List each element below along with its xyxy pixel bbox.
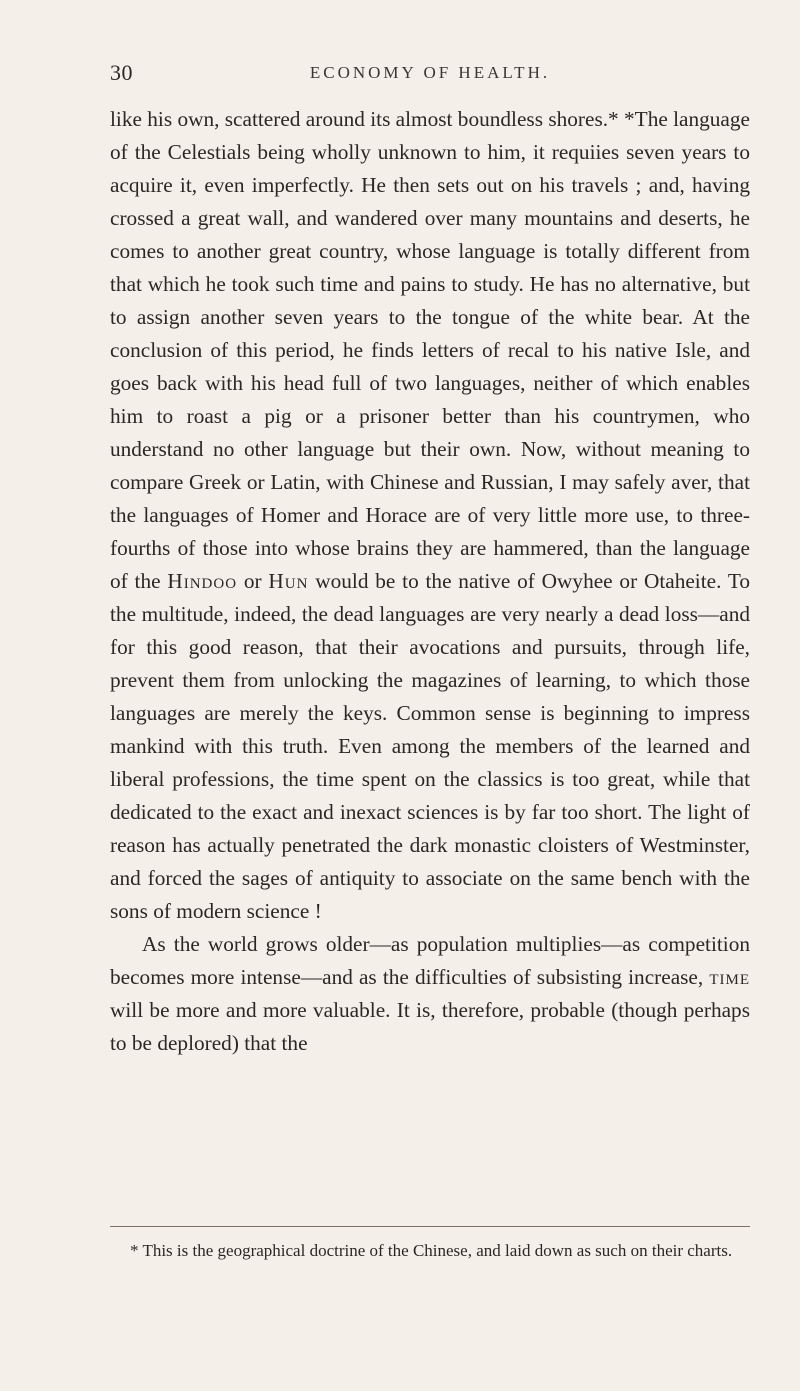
running-head: ECONOMY OF HEALTH. [309, 63, 551, 82]
paragraph [110, 928, 750, 1060]
text-run: will be more and more valuable. It is, therefore, probable (though perhaps to be deplored) that the [110, 998, 750, 1055]
text-run: As the world grows older—as population multiplies—as competition becomes more intense—and as the difficulties of subsisting increase, [110, 932, 750, 989]
small-caps-word: Hindoo [167, 569, 238, 593]
paragraph [110, 103, 750, 928]
text-run: or [237, 569, 269, 593]
small-caps-word: Hun [268, 569, 309, 593]
footnote-divider [110, 1226, 750, 1227]
footnote: * This is the geographical doctrine of the Chinese, and laid down as such on their charts. [130, 1241, 733, 1260]
body-text [110, 103, 750, 1060]
page-header [110, 60, 750, 92]
text-run: like his own, scattered around its almost boundless shores.* *The language of the Celestials being wholly unknown to him, it requiies seven years to acquire it, even imperfectly. He then sets out on his travels ; and, having crossed a great wall, and wandered over many mountains and deserts, he comes to another great country, whose language is totally different from that which he took such time and pains to study. He has no alternative, but to assign another seven years to the tongue of the white bear. At the conclusion of this period, he finds letters of recal to his native Isle, and goes back with his head full of two languages, neither of which enables him to roast a pig or a prisoner better than his countrymen, who understand no other language but their own. Now, without meaning to compare Greek or Latin, with Chinese and Russian, I may safely aver, that the languages of Homer and Horace are of very little more use, to three-fourths of those into whose brains they are hammered, than the language of the [110, 107, 750, 593]
text-run: would be to the native of Owyhee or Otaheite. To the multitude, indeed, the dead languages are very nearly a dead loss—and for this good reason, that their avocations and pursuits, through life, prevent them from unlocking the magazines of learning, to which those languages are merely the keys. Common sense is beginning to impress mankind with this truth. Even among the members of the learned and liberal professions, the time spent on the classics is too great, while that dedicated to the exact and inexact sciences is by far too short. The light of reason has actually penetrated the dark monastic cloisters of Westminster, and forced the sages of antiquity to associate on the same bench with the sons of modern science ! [110, 569, 750, 923]
small-caps-word: time [709, 965, 750, 989]
page-number: 30 [110, 60, 133, 85]
